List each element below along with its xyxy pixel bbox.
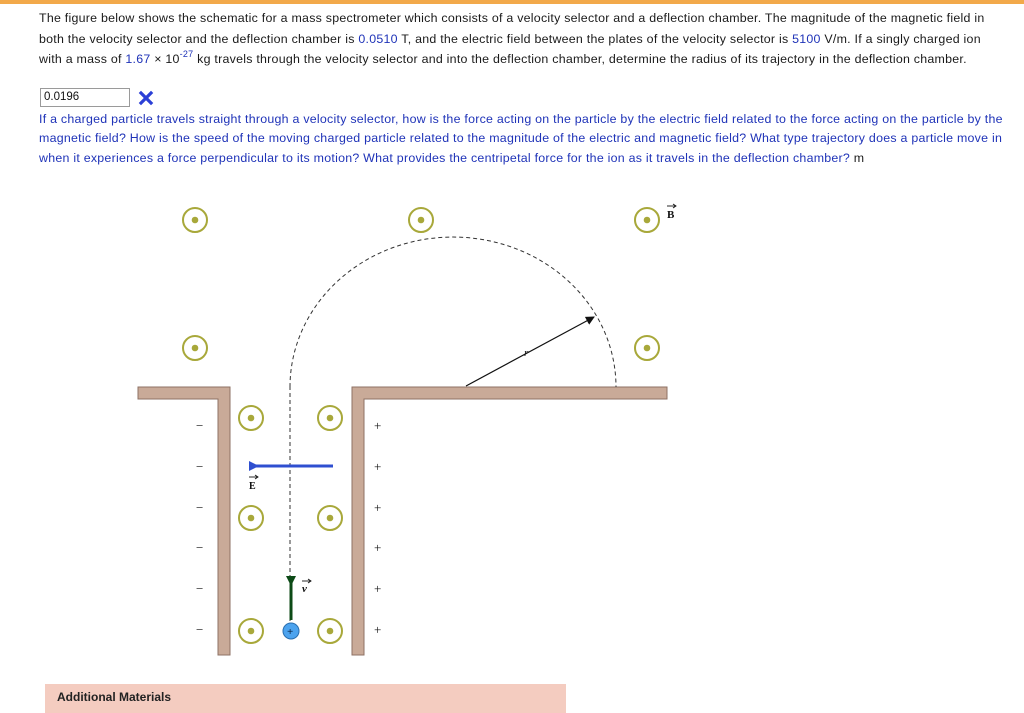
plus-sign: + — [374, 459, 382, 474]
b-field-symbol — [635, 336, 659, 360]
hint-text: If a charged particle travels straight through a velocity selector, how is the force acting on the particle by the electric field related to the force acting on the particle by the magnetic field? How is the speed of the moving charged particle related to the magnitude of the electric and magnetic field? What type trajectory does a particle move in when it experiences a force perpendicular to its motion? What provides the centripetal force for the ion as it travels in the deflection chamber? m — [39, 112, 1003, 165]
left-plate — [138, 387, 230, 655]
radius-arrow — [466, 317, 594, 386]
svg-text:B: B — [667, 209, 675, 221]
b-field-symbol — [239, 619, 263, 643]
plus-sign: + — [374, 500, 382, 515]
answer-unit: m — [850, 150, 865, 165]
b-field-symbol — [635, 208, 659, 232]
svg-text:+: + — [287, 626, 294, 638]
ion-trajectory-arc — [290, 237, 616, 387]
radius-label: r — [524, 347, 529, 359]
b-field-symbol — [183, 336, 207, 360]
minus-sign: − — [196, 459, 204, 474]
top-accent-line — [0, 0, 1024, 4]
answer-input[interactable]: 0.0196 — [40, 88, 130, 107]
mass-spectrometer-figure — [0, 190, 1024, 684]
mass-exponent: -27 — [179, 48, 194, 59]
minus-sign: − — [196, 500, 204, 515]
plus-sign: + — [374, 581, 382, 596]
b-field-symbol — [183, 208, 207, 232]
svg-text:E: E — [249, 481, 256, 492]
plus-sign: + — [374, 418, 382, 433]
b-field-symbol — [239, 406, 263, 430]
svg-text:v: v — [302, 583, 307, 595]
b-field-symbol — [318, 406, 342, 430]
b-field-symbol — [409, 208, 433, 232]
b-field-symbol — [318, 506, 342, 530]
plus-sign: + — [374, 540, 382, 555]
b-field-symbol — [318, 619, 342, 643]
minus-sign: − — [196, 540, 204, 555]
b-field-value: 0.0510 — [358, 31, 398, 46]
b-field-label — [667, 204, 676, 221]
b-field-symbol — [239, 506, 263, 530]
question-text: The figure below shows the schematic for a mass spectrometer which consists of a velocity selector and a deflection chamber. The magnitude of the magnetic field in both the velocity selector and the deflection chamber is 0.0510 T, and the electric field between the plates of the velocity selector is 5100 V/m. If a singly charged ion with a mass of $1.67 \times 10^{-27}$ kg travels through the velocity selector and into the deflection chamber, determine the radius of its trajectory in the deflection chamber. — [39, 11, 985, 66]
minus-sign: − — [196, 418, 204, 433]
ion-particle — [283, 623, 299, 639]
additional-materials-bar[interactable]: Additional Materials — [45, 684, 566, 713]
right-plate — [352, 387, 667, 655]
minus-sign: − — [196, 622, 204, 637]
velocity-label — [302, 579, 311, 595]
e-field-value: 5100 — [792, 31, 821, 46]
plus-sign: + — [374, 622, 382, 637]
minus-sign: − — [196, 581, 204, 596]
mass-value: 1.67 — [125, 52, 151, 66]
x-mark-icon — [137, 89, 155, 107]
e-field-label — [249, 475, 258, 492]
